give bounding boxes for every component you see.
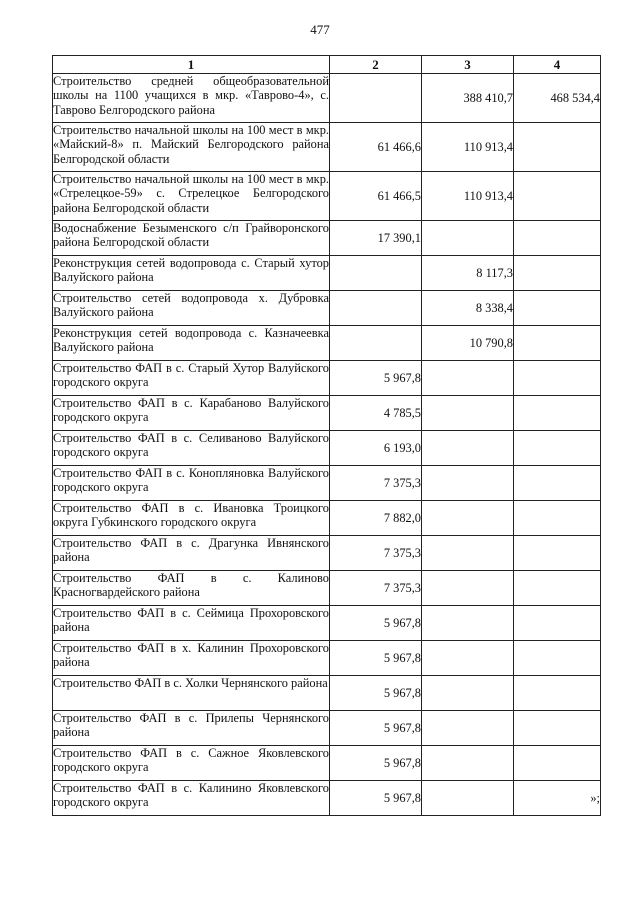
value-cell-col4	[514, 361, 601, 396]
value-cell-col3	[422, 746, 514, 781]
object-name-cell: Строительство ФАП в с. Старый Хутор Валуйского городского округа	[53, 361, 330, 396]
table-row	[53, 711, 601, 746]
value-cell-col4	[514, 172, 601, 221]
object-name-cell: Строительство ФАП в с. Селиваново Валуйского городского округа	[53, 431, 330, 466]
object-name-cell: Строительство начальной школы на 100 мест в мкр. «Стрелецкое-59» с. Стрелецкое Белгородского района Белгородской области	[53, 172, 330, 221]
value-cell-col4	[514, 641, 601, 676]
value-cell-col3	[422, 361, 514, 396]
value-cell-col2: 5 967,8	[330, 746, 422, 781]
value-cell-col3	[422, 606, 514, 641]
value-cell-col3	[422, 501, 514, 536]
object-name-cell: Водоснабжение Безыменского с/п Грайворонского района Белгородской области	[53, 221, 330, 256]
object-name-cell: Реконструкция сетей водопровода с. Казначеевка Валуйского района	[53, 326, 330, 361]
value-cell-col4: »;	[514, 781, 601, 816]
object-name-cell: Строительство ФАП в с. Сажное Яковлевского городского округа	[53, 746, 330, 781]
table-row	[53, 501, 601, 536]
value-cell-col4	[514, 291, 601, 326]
value-cell-col2: 5 967,8	[330, 711, 422, 746]
value-cell-col2: 5 967,8	[330, 361, 422, 396]
value-cell-col3: 110 913,4	[422, 123, 514, 172]
table-row	[53, 172, 601, 221]
value-cell-col2	[330, 74, 422, 123]
object-name-cell: Строительство начальной школы на 100 мест в мкр. «Майский-8» п. Майский Белгородского района Белгородской области	[53, 123, 330, 172]
object-name-cell: Строительство ФАП в с. Холки Чернянского района	[53, 676, 330, 711]
table-row	[53, 781, 601, 816]
value-cell-col3	[422, 221, 514, 256]
table-row	[53, 361, 601, 396]
value-cell-col4	[514, 221, 601, 256]
value-cell-col4	[514, 711, 601, 746]
table-row	[53, 676, 601, 711]
value-cell-col2: 5 967,8	[330, 606, 422, 641]
value-cell-col4	[514, 606, 601, 641]
value-cell-col2: 4 785,5	[330, 396, 422, 431]
value-cell-col2: 6 193,0	[330, 431, 422, 466]
value-cell-col3: 10 790,8	[422, 326, 514, 361]
value-cell-col4: 468 534,4	[514, 74, 601, 123]
value-cell-col4	[514, 326, 601, 361]
object-name-cell: Строительство ФАП в с. Прилепы Чернянского района	[53, 711, 330, 746]
value-cell-col4	[514, 571, 601, 606]
value-cell-col3	[422, 641, 514, 676]
value-cell-col2: 7 375,3	[330, 571, 422, 606]
table-row	[53, 466, 601, 501]
value-cell-col3	[422, 781, 514, 816]
object-name-cell: Строительство ФАП в с. Драгунка Ивнянского района	[53, 536, 330, 571]
object-name-cell: Строительство средней общеобразовательной школы на 1100 учащихся в мкр. «Таврово-4», с. Таврово Белгородского района	[53, 74, 330, 123]
value-cell-col2	[330, 326, 422, 361]
object-name-cell: Строительство ФАП в с. Карабаново Валуйского городского округа	[53, 396, 330, 431]
value-cell-col2	[330, 256, 422, 291]
value-cell-col2: 61 466,6	[330, 123, 422, 172]
column-header: 4	[514, 56, 601, 74]
value-cell-col3	[422, 571, 514, 606]
value-cell-col2: 17 390,1	[330, 221, 422, 256]
value-cell-col3: 8 117,3	[422, 256, 514, 291]
table-row	[53, 123, 601, 172]
value-cell-col2: 5 967,8	[330, 641, 422, 676]
value-cell-col3	[422, 711, 514, 746]
object-name-cell: Строительство сетей водопровода х. Дубровка Валуйского района	[53, 291, 330, 326]
page-number: 477	[310, 22, 330, 37]
value-cell-col4	[514, 676, 601, 711]
table-row	[53, 74, 601, 123]
table-row	[53, 746, 601, 781]
value-cell-col3: 110 913,4	[422, 172, 514, 221]
value-cell-col2: 5 967,8	[330, 676, 422, 711]
table-row	[53, 536, 601, 571]
object-name-cell: Строительство ФАП в с. Конопляновка Валуйского городского округа	[53, 466, 330, 501]
value-cell-col2: 7 375,3	[330, 536, 422, 571]
value-cell-col3	[422, 536, 514, 571]
table-row	[53, 326, 601, 361]
table-row	[53, 571, 601, 606]
table-row	[53, 256, 601, 291]
budget-table	[52, 55, 601, 816]
value-cell-col2: 5 967,8	[330, 781, 422, 816]
value-cell-col4	[514, 536, 601, 571]
column-header: 2	[330, 56, 422, 74]
value-cell-col4	[514, 256, 601, 291]
table-row	[53, 396, 601, 431]
value-cell-col2: 61 466,5	[330, 172, 422, 221]
value-cell-col3	[422, 466, 514, 501]
column-header: 3	[422, 56, 514, 74]
value-cell-col3	[422, 676, 514, 711]
value-cell-col4	[514, 746, 601, 781]
value-cell-col2: 7 882,0	[330, 501, 422, 536]
table-row	[53, 431, 601, 466]
object-name-cell: Строительство ФАП в х. Калинин Прохоровского района	[53, 641, 330, 676]
value-cell-col4	[514, 396, 601, 431]
value-cell-col2	[330, 291, 422, 326]
object-name-cell: Строительство ФАП в с. Калиново Красногвардейского района	[53, 571, 330, 606]
table-header-row	[53, 56, 601, 74]
table-row	[53, 221, 601, 256]
value-cell-col4	[514, 466, 601, 501]
object-name-cell: Строительство ФАП в с. Сеймица Прохоровского района	[53, 606, 330, 641]
value-cell-col3: 8 338,4	[422, 291, 514, 326]
value-cell-col2: 7 375,3	[330, 466, 422, 501]
table-row	[53, 291, 601, 326]
value-cell-col3: 388 410,7	[422, 74, 514, 123]
value-cell-col4	[514, 501, 601, 536]
column-header: 1	[53, 56, 330, 74]
object-name-cell: Строительство ФАП в с. Калинино Яковлевского городского округа	[53, 781, 330, 816]
table-row	[53, 606, 601, 641]
value-cell-col3	[422, 431, 514, 466]
object-name-cell: Реконструкция сетей водопровода с. Старый хутор Валуйского района	[53, 256, 330, 291]
value-cell-col3	[422, 396, 514, 431]
object-name-cell: Строительство ФАП в с. Ивановка Троицкого округа Губкинского городского округа	[53, 501, 330, 536]
table-row	[53, 641, 601, 676]
value-cell-col4	[514, 431, 601, 466]
value-cell-col4	[514, 123, 601, 172]
